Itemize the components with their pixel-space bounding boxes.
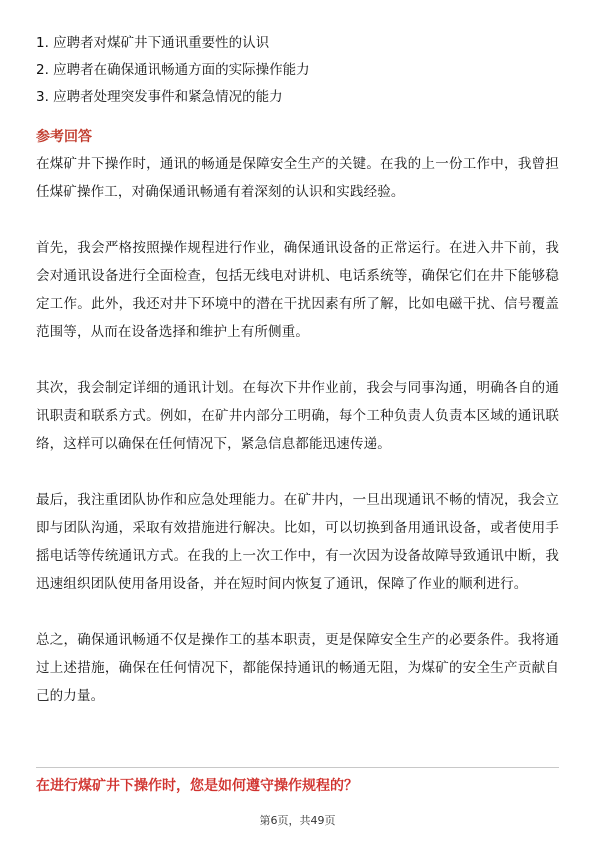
criteria-item: 3. 应聘者处理突发事件和紧急情况的能力 bbox=[36, 89, 283, 105]
page-footer: 第6页，共49页 bbox=[259, 814, 336, 827]
evaluation-criteria-list bbox=[36, 34, 566, 115]
next-question-heading: 在进行煤矿井下操作时，您是如何遵守操作规程的？ bbox=[36, 778, 358, 794]
answer-paragraph: 总之，确保通讯畅通不仅是操作工的基本职责，更是保障安全生产的必要条件。我将通过上述措施，确保在任何情况下，都能保持通讯的畅通无阻，为煤矿的安全生产贡献自己的力量。 bbox=[36, 632, 559, 704]
criteria-item: 2. 应聘者在确保通讯畅通方面的实际操作能力 bbox=[36, 62, 310, 78]
answer-paragraph: 最后，我注重团队协作和应急处理能力。在矿井内，一旦出现通讯不畅的情况，我会立即与团队沟通，采取有效措施进行解决。比如，可以切换到备用通讯设备，或者使用手摇电话等传统通讯方式。在我的上一次工作中，有一次因为设备故障导致通讯中断，我迅速组织团队使用备用设备，并在短时间内恢复了通讯，保障了作业的顺利进行。 bbox=[36, 492, 559, 592]
answer-label: 参考回答 bbox=[36, 129, 92, 145]
answer-paragraph: 在煤矿井下操作时，通讯的畅通是保障安全生产的关键。在我的上一份工作中，我曾担任煤矿操作工，对确保通讯畅通有着深刻的认识和实践经验。 bbox=[36, 156, 559, 200]
answer-body bbox=[36, 150, 559, 738]
criteria-item: 1. 应聘者对煤矿井下通讯重要性的认识 bbox=[36, 35, 270, 51]
answer-paragraph: 其次，我会制定详细的通讯计划。在每次下井作业前，我会与同事沟通，明确各自的通讯职责和联系方式。例如，在矿井内部分工明确，每个工种负责人负责本区域的通讯联络，这样可以确保在任何情况下，紧急信息都能迅速传递。 bbox=[36, 380, 559, 452]
section-divider bbox=[36, 767, 559, 768]
answer-paragraph: 首先，我会严格按照操作规程进行作业，确保通讯设备的正常运行。在进入井下前，我会对通讯设备进行全面检查，包括无线电对讲机、电话系统等，确保它们在井下能够稳定工作。此外，我还对井下环境中的潜在干扰因素有所了解，比如电磁干扰、信号覆盖范围等，从而在设备选择和维护上有所侧重。 bbox=[36, 240, 559, 340]
